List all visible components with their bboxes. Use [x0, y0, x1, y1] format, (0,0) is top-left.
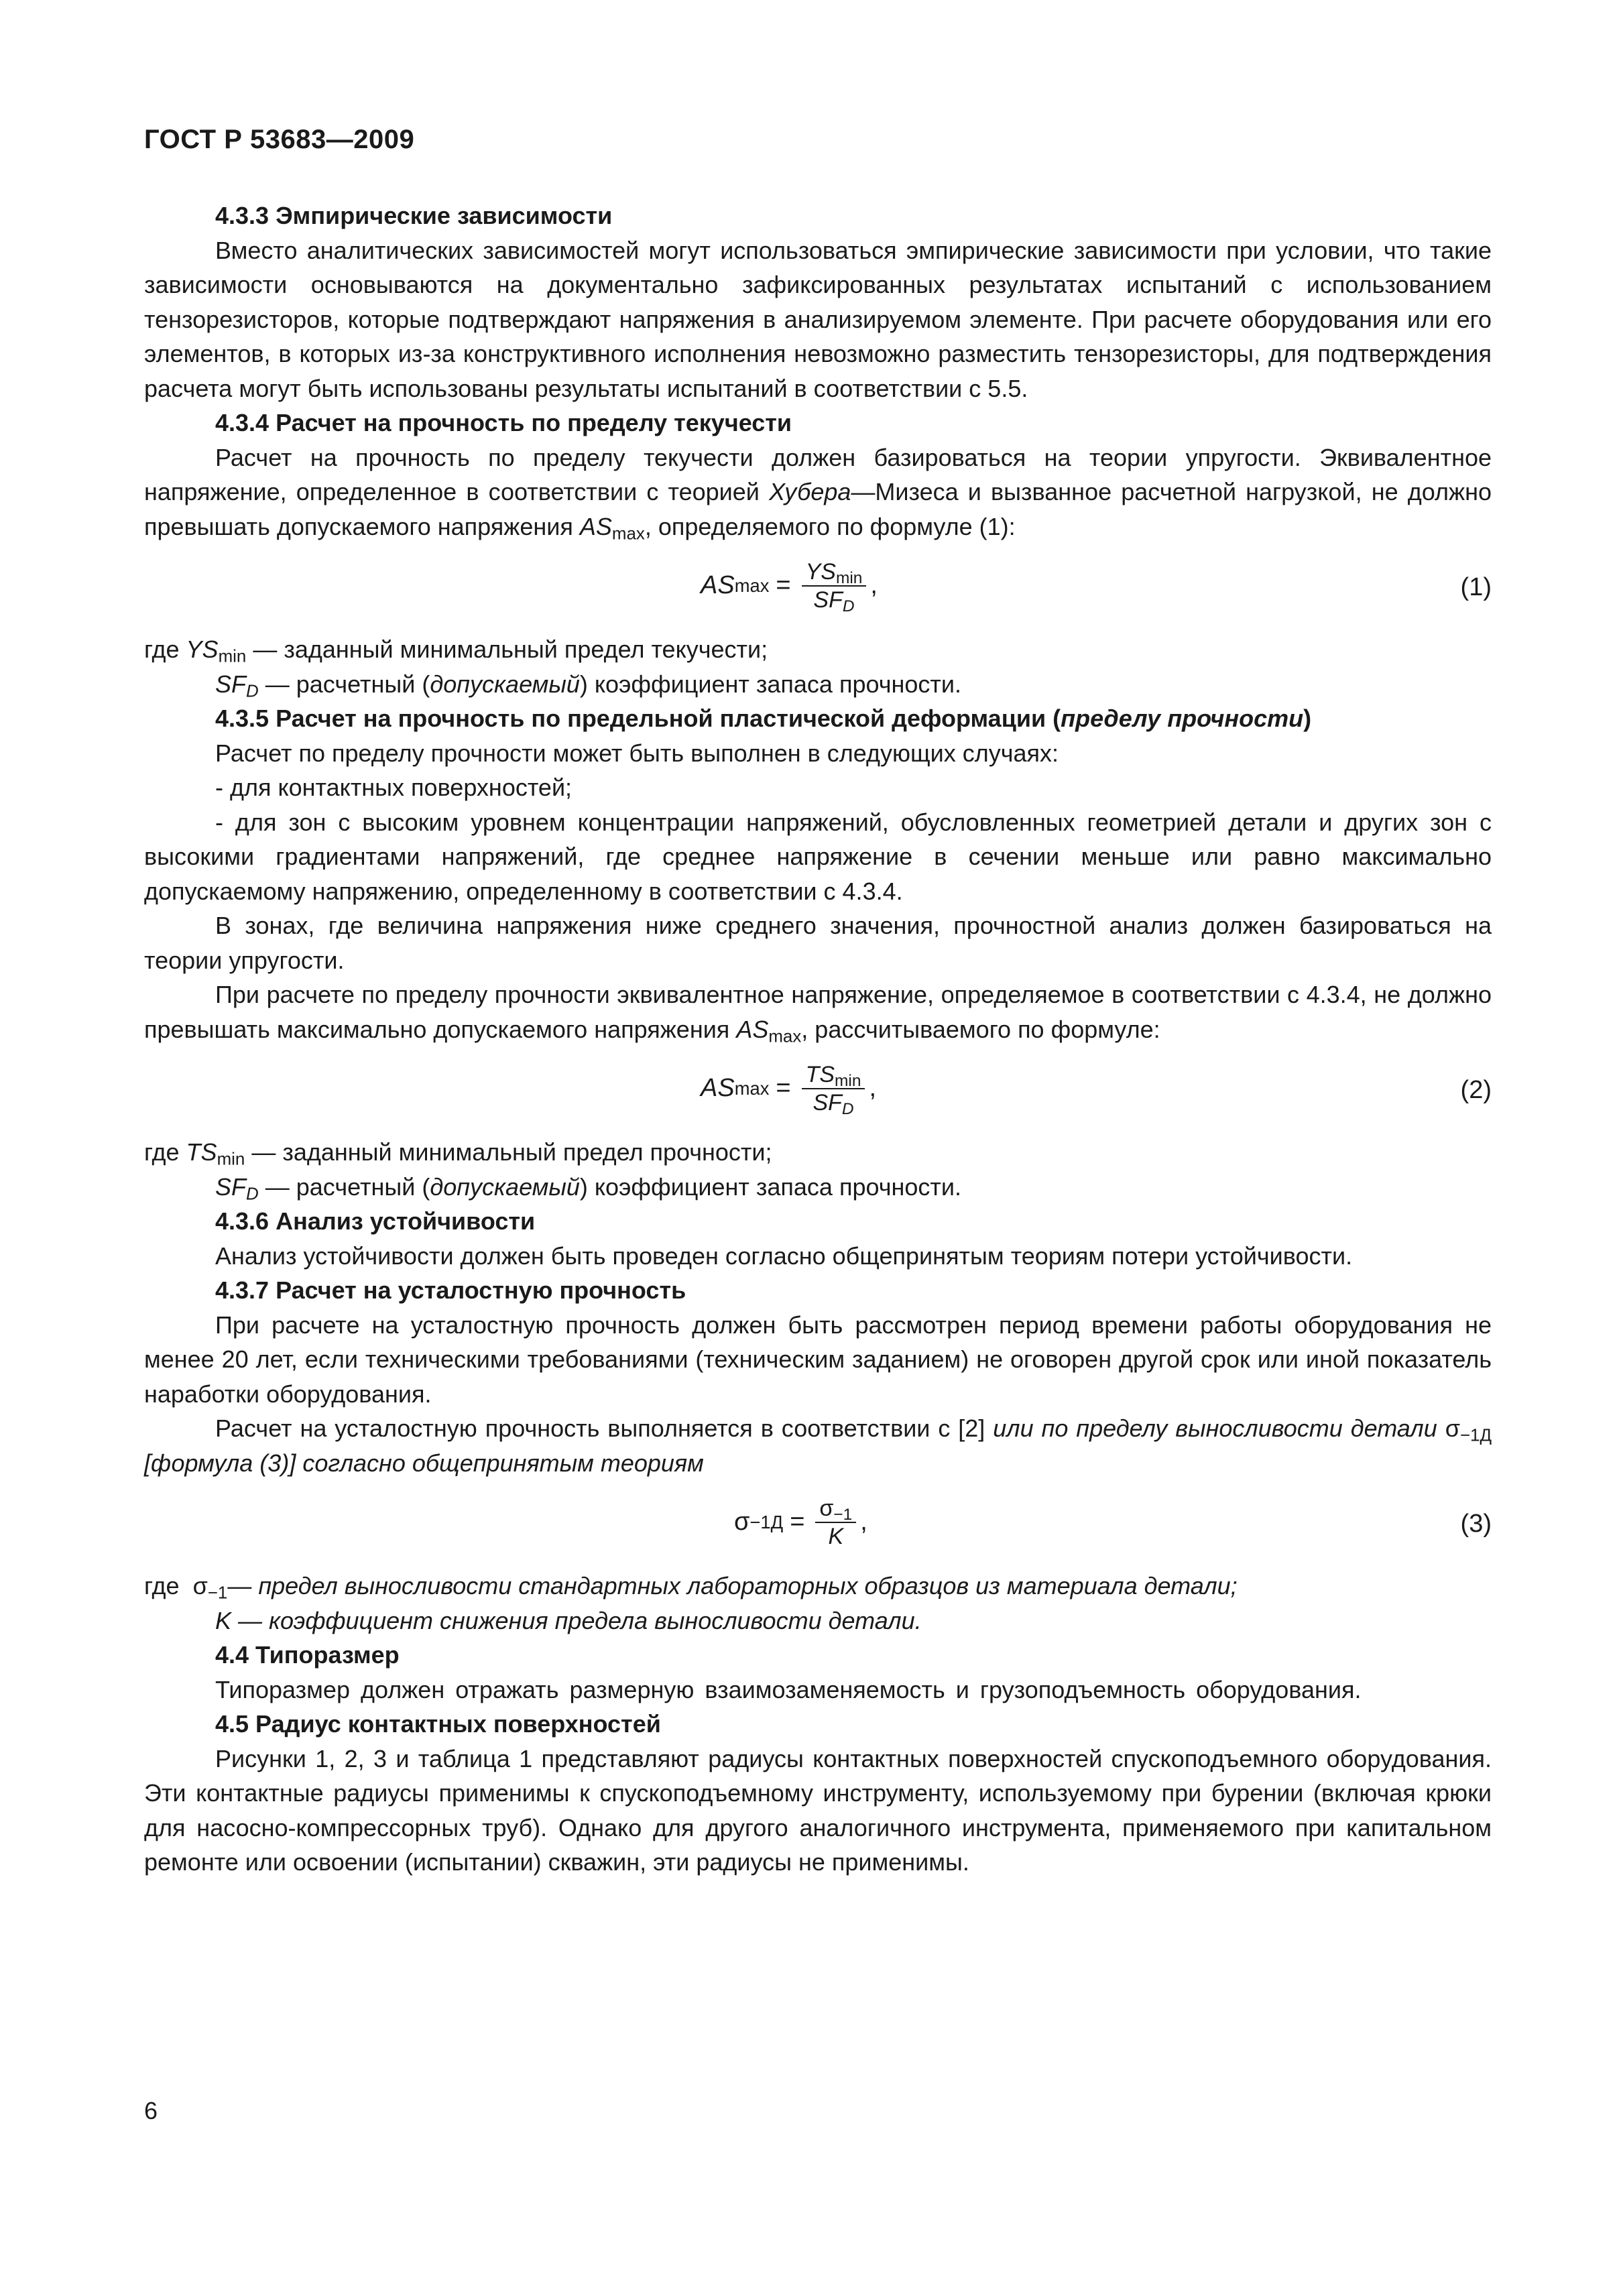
definition-sf-d: $SF_D$ — расчетный (допускаемый) коэффициент запаса прочности. [215, 670, 961, 701]
section-text-4-3-3: Вместо аналитических зависимостей могут использоваться эмпирические зависимости при условии, что такие зависимости основываются на документально зафиксированных результатах испытаний с использованием тензорезисторов, которые подтверждают напряжения в анализируемом элементе. При расчете оборудования или его элементов, в которых из-за конструктивного исполнения невозможно разместить тензорезисторы, для подтверждения расчета могут быть использованы результаты испытаний в соответствии с 5.5. [144, 236, 1492, 402]
document-body [144, 198, 1492, 1880]
definition-sf-d: $SF_D$ — расчетный (допускаемый) коэффициент запаса прочности. [215, 1172, 961, 1203]
formula-number: (2) [1460, 1076, 1492, 1104]
list-item: - для контактных поверхностей; [215, 774, 573, 801]
fraction: $\frac{YS_{min}}{SF_D}$ [802, 558, 867, 613]
page-number: 6 [144, 2097, 158, 2124]
formula-1: AS max = $\frac{YS_{min}}{SF_D}$ , (1) [701, 559, 1492, 616]
definition-k: K — коэффициент снижения предела выносливости детали. [215, 1606, 922, 1634]
definition-sigma: где $\sigma_{-1}—$ предел выносливости стандартных лабораторных образцов из материала детали; [144, 1572, 1238, 1603]
list-item: - для зон с высоким уровнем концентрации напряжений, обусловленных геометрией детали и других зон с высокими градиентами напряжений, где среднее напряжение в сечении меньше или равно максимально допускаемому напряжению, определенному в соответствии с 4.3.4. [144, 808, 1492, 905]
section-text-4-5: Рисунки 1, 2, 3 и таблица 1 представляют радиусы контактных поверхностей спускоподъемного оборудования. Эти контактные радиусы применимы к спускоподъемному инструменту, используемому при бурении (включая крюки для насосно-компрессорных труб). Однако для другого аналогичного инструмента, применяемого при капитальном ремонте или освоении (испытании) скважин, эти радиусы не применимы. [144, 1744, 1492, 1876]
document-header: ГОСТ Р 53683—2009 [144, 125, 415, 154]
section-text-4-3-4: Расчет на прочность по пределу текучести должен базироваться на теории упругости. Эквивалентное напряжение, определенное в соответствии с теорией Хубера—Мизеса и вызванное расчетной нагрузкой, не должно превышать допускаемого напряжения $AS_{max}$, определяемого по формуле (1): [144, 443, 1492, 543]
section-text-4-3-7-p1: При расчете на усталостную прочность должен быть рассмотрен период времени работы оборудования не менее 20 лет, если техническими требованиями (техническим заданием) не оговорен другой срок или иной показатель наработки оборудования. [144, 1311, 1492, 1408]
formula-3: σ −1Д = $\frac{\sigma_{-1}}{K}$ , (3) [734, 1496, 1492, 1549]
section-text-4-3-5-p2: В зонах, где величина напряжения ниже среднего значения, прочностной анализ должен базироваться на теории упругости. [144, 912, 1492, 974]
section-text-4-3-7-p2: Расчет на усталостную прочность выполняется в соответствии с [2] или по пределу выносливости детали $\sigma_{-1Д}$ [формула (3)] согласно общепринятым теориям [144, 1414, 1492, 1477]
section-text-4-3-5-intro: Расчет по пределу прочности может быть выполнен в следующих случаях: [215, 739, 1059, 767]
section-title-4-3-5: 4.3.5 Расчет на прочность по предельной пластической деформации (пределу прочности) [215, 705, 1312, 732]
section-title-4-3-4: 4.3.4 Расчет на прочность по пределу текучести [215, 409, 792, 436]
section-text-4-4: Типоразмер должен отражать размерную взаимозаменяемость и грузоподъемность оборудования. [215, 1675, 1362, 1703]
section-title-4-5: 4.5 Радиус контактных поверхностей [215, 1710, 661, 1738]
section-title-4-4: 4.4 Типоразмер [215, 1641, 400, 1669]
formula-number: (3) [1460, 1510, 1492, 1538]
section-title-4-3-6: 4.3.6 Анализ устойчивости [215, 1207, 536, 1235]
section-title-4-3-7: 4.3.7 Расчет на усталостную прочность [215, 1276, 686, 1304]
definition-ts-min: где $TS_{min}$ — заданный минимальный предел прочности; [144, 1138, 772, 1169]
formula-2: AS max = $\frac{TS_{min}}{SF_D}$ , (2) [701, 1062, 1492, 1119]
section-text-4-3-6: Анализ устойчивости должен быть проведен согласно общепринятым теориям потери устойчивости. [215, 1242, 1353, 1270]
fraction: $\frac{TS_{min}}{SF_D}$ [802, 1061, 865, 1116]
definition-ys-min: где $YS_{min}$ — заданный минимальный предел текучести; [144, 636, 768, 666]
formula-number: (1) [1460, 573, 1492, 601]
fraction: $\frac{\sigma_{-1}}{K}$ [815, 1495, 856, 1550]
section-text-4-3-5-p3: При расчете по пределу прочности эквивалентное напряжение, определяемое в соответствии с 4.3.4, не должно превышать максимально допускаемого напряжения $AS_{max}$, рассчитываемого по формуле: [144, 981, 1492, 1046]
section-title-4-3-3: 4.3.3 Эмпирические зависимости [215, 202, 613, 229]
